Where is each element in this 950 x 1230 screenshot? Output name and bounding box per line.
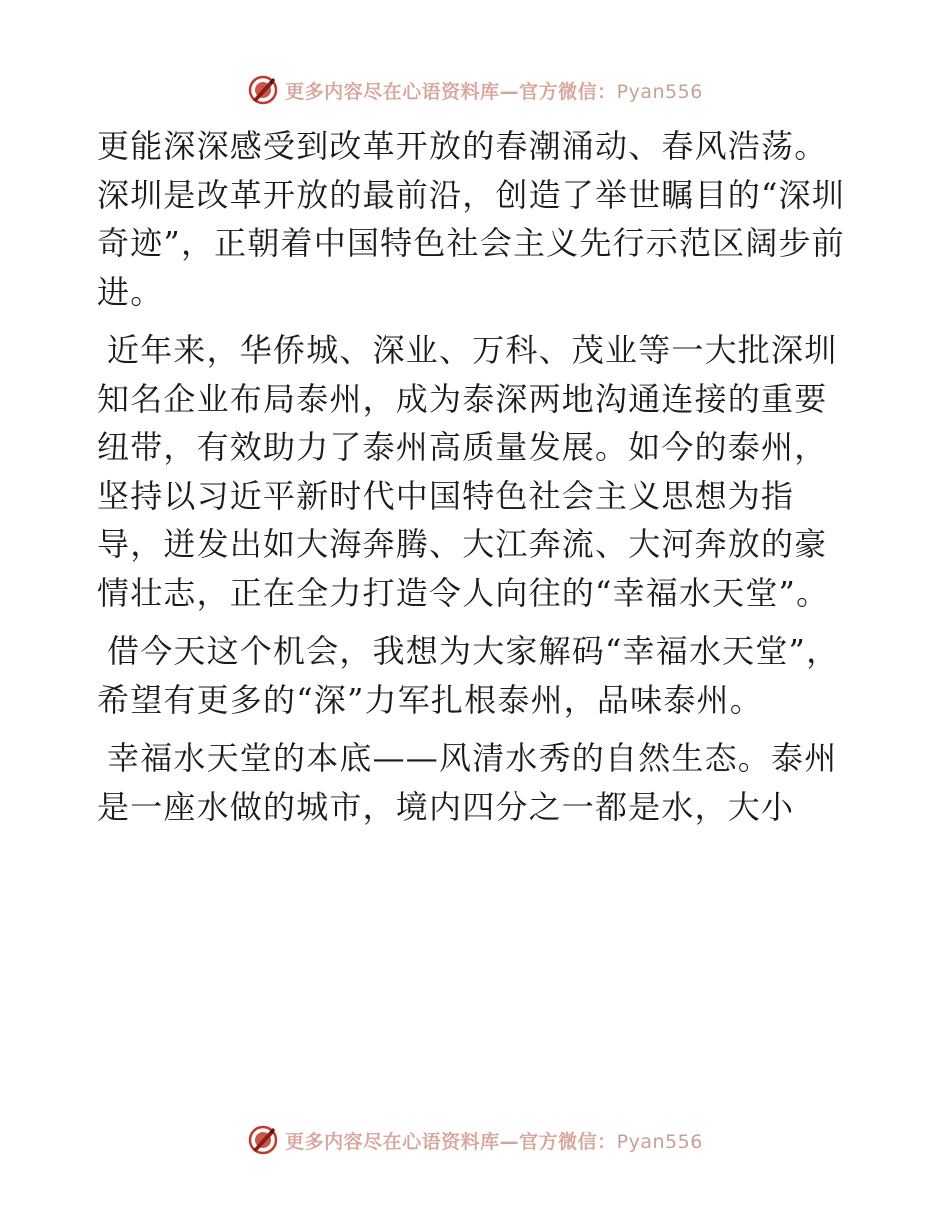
paragraph-3: 借今天这个机会，我想为大家解码“幸福水天堂”，希望有更多的“深”力军扎根泰州，品味泰州。 bbox=[97, 632, 840, 719]
paragraph-2: 近年来，华侨城、深业、万科、茂业等一大批深圳知名企业布局泰州，成为泰深两地沟通连接的重要纽带，有效助力了泰州高质量发展。如今的泰州，坚持以习近平新时代中国特色社会主义思想为指导，迸发出如大海奔腾、大江奔流、大河奔放的豪情壮志，正在全力打造令人向往的“幸福水天堂”。 bbox=[97, 331, 838, 612]
watermark-text: 更多内容尽在心语资料库—官方微信：Pyan556 bbox=[285, 80, 703, 103]
paragraph-4: 幸福水天堂的本底——风清水秀的自然生态。泰州是一座水做的城市，境内四分之一都是水，大小 bbox=[97, 739, 838, 826]
header-watermark bbox=[0, 70, 950, 110]
watermark-wechat-id: Pyan556 bbox=[616, 1130, 703, 1153]
watermark-wechat-id: Pyan556 bbox=[616, 80, 703, 103]
document-body bbox=[97, 122, 857, 841]
watermark-text: 更多内容尽在心语资料库—官方微信：Pyan556 bbox=[285, 1130, 703, 1153]
paragraph-1: 更能深深感受到改革开放的春潮涌动、春风浩荡。深圳是改革开放的最前沿，创造了举世瞩目的“深圳奇迹”，正朝着中国特色社会主义先行示范区阔步前进。 bbox=[97, 127, 845, 311]
pen-logo-icon bbox=[247, 74, 279, 106]
pen-logo-icon bbox=[247, 1124, 279, 1156]
footer-watermark bbox=[0, 1120, 950, 1160]
